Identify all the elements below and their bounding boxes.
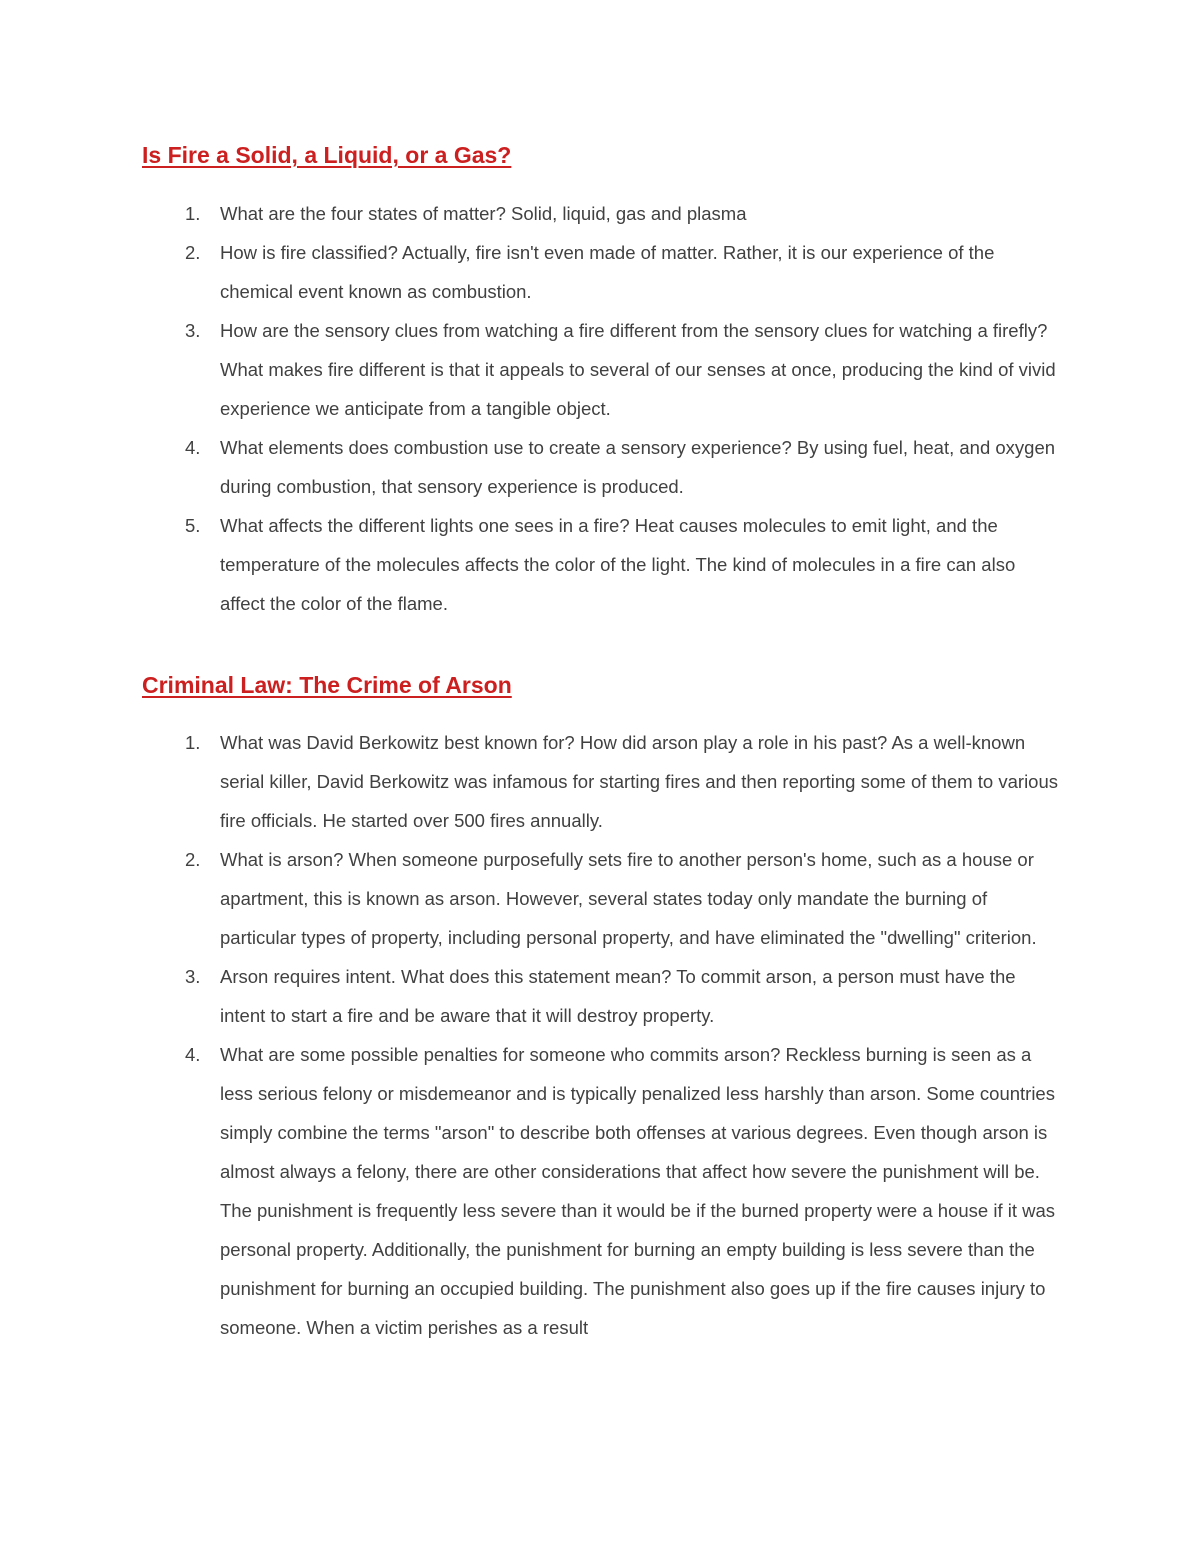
item-text: How is fire classified? Actually, fire isn't even made of matter. Rather, it is our experience of the chemical event known as combustion.	[220, 242, 995, 302]
item-number: 4.	[185, 437, 201, 458]
item-text: What are the four states of matter? Solid, liquid, gas and plasma	[220, 203, 747, 224]
list-item	[0, 194, 1060, 233]
item-number: 5.	[185, 515, 201, 536]
item-number: 4.	[185, 1044, 201, 1065]
list-item	[0, 1035, 1060, 1347]
item-number: 1.	[185, 203, 201, 224]
list-item	[0, 840, 1060, 957]
list-item	[0, 506, 1060, 623]
question-list-arson	[0, 723, 1200, 1347]
section-title-fire-states: Is Fire a Solid, a Liquid, or a Gas?	[142, 142, 512, 168]
item-number: 2.	[185, 849, 201, 870]
item-text: What is arson? When someone purposefully sets fire to another person's home, such as a house or apartment, this is known as arson. However, several states today only mandate the burning of particular types of property, including personal property, and have eliminated the "dwelling" criterion.	[220, 849, 1037, 948]
item-number: 3.	[185, 320, 201, 341]
item-text: How are the sensory clues from watching a fire different from the sensory clues for watching a firefly? What makes fire different is that it appeals to several of our senses at once, producing the kind of vivid experience we anticipate from a tangible object.	[220, 320, 1056, 419]
item-number: 3.	[185, 966, 201, 987]
question-list-fire-states	[0, 194, 1200, 623]
list-item	[0, 957, 1060, 1035]
item-text: What affects the different lights one sees in a fire? Heat causes molecules to emit light, and the temperature of the molecules affects the color of the light. The kind of molecules in a fire can also affect the color of the flame.	[220, 515, 1016, 614]
item-number: 1.	[185, 732, 201, 753]
list-item	[0, 428, 1060, 506]
list-item	[0, 311, 1060, 428]
list-item	[0, 233, 1060, 311]
item-text: Arson requires intent. What does this statement mean? To commit arson, a person must have the intent to start a fire and be aware that it will destroy property.	[220, 966, 1016, 1026]
section-title-arson: Criminal Law: The Crime of Arson	[142, 672, 512, 698]
item-text: What was David Berkowitz best known for? How did arson play a role in his past? As a well-known serial killer, David Berkowitz was infamous for starting fires and then reporting some of them to various fire officials. He started over 500 fires annually.	[220, 732, 1059, 831]
item-number: 2.	[185, 242, 201, 263]
item-text: What are some possible penalties for someone who commits arson? Reckless burning is seen as a less serious felony or misdemeanor and is typically penalized less harshly than arson. Some countries simply combine the terms "arson" to describe both offenses at various degrees. Even though arson is almost always a felony, there are other considerations that affect how severe the punishment will be. The punishment is frequently less severe than it would be if the burned property were a house if it was personal property. Additionally, the punishment for burning an empty building is less severe than the punishment for burning an occupied building. The punishment also goes up if the fire causes injury to someone. When a victim perishes as a result	[220, 1044, 1056, 1338]
item-text: What elements does combustion use to create a sensory experience? By using fuel, heat, and oxygen during combustion, that sensory experience is produced.	[220, 437, 1056, 497]
list-item	[0, 723, 1060, 840]
